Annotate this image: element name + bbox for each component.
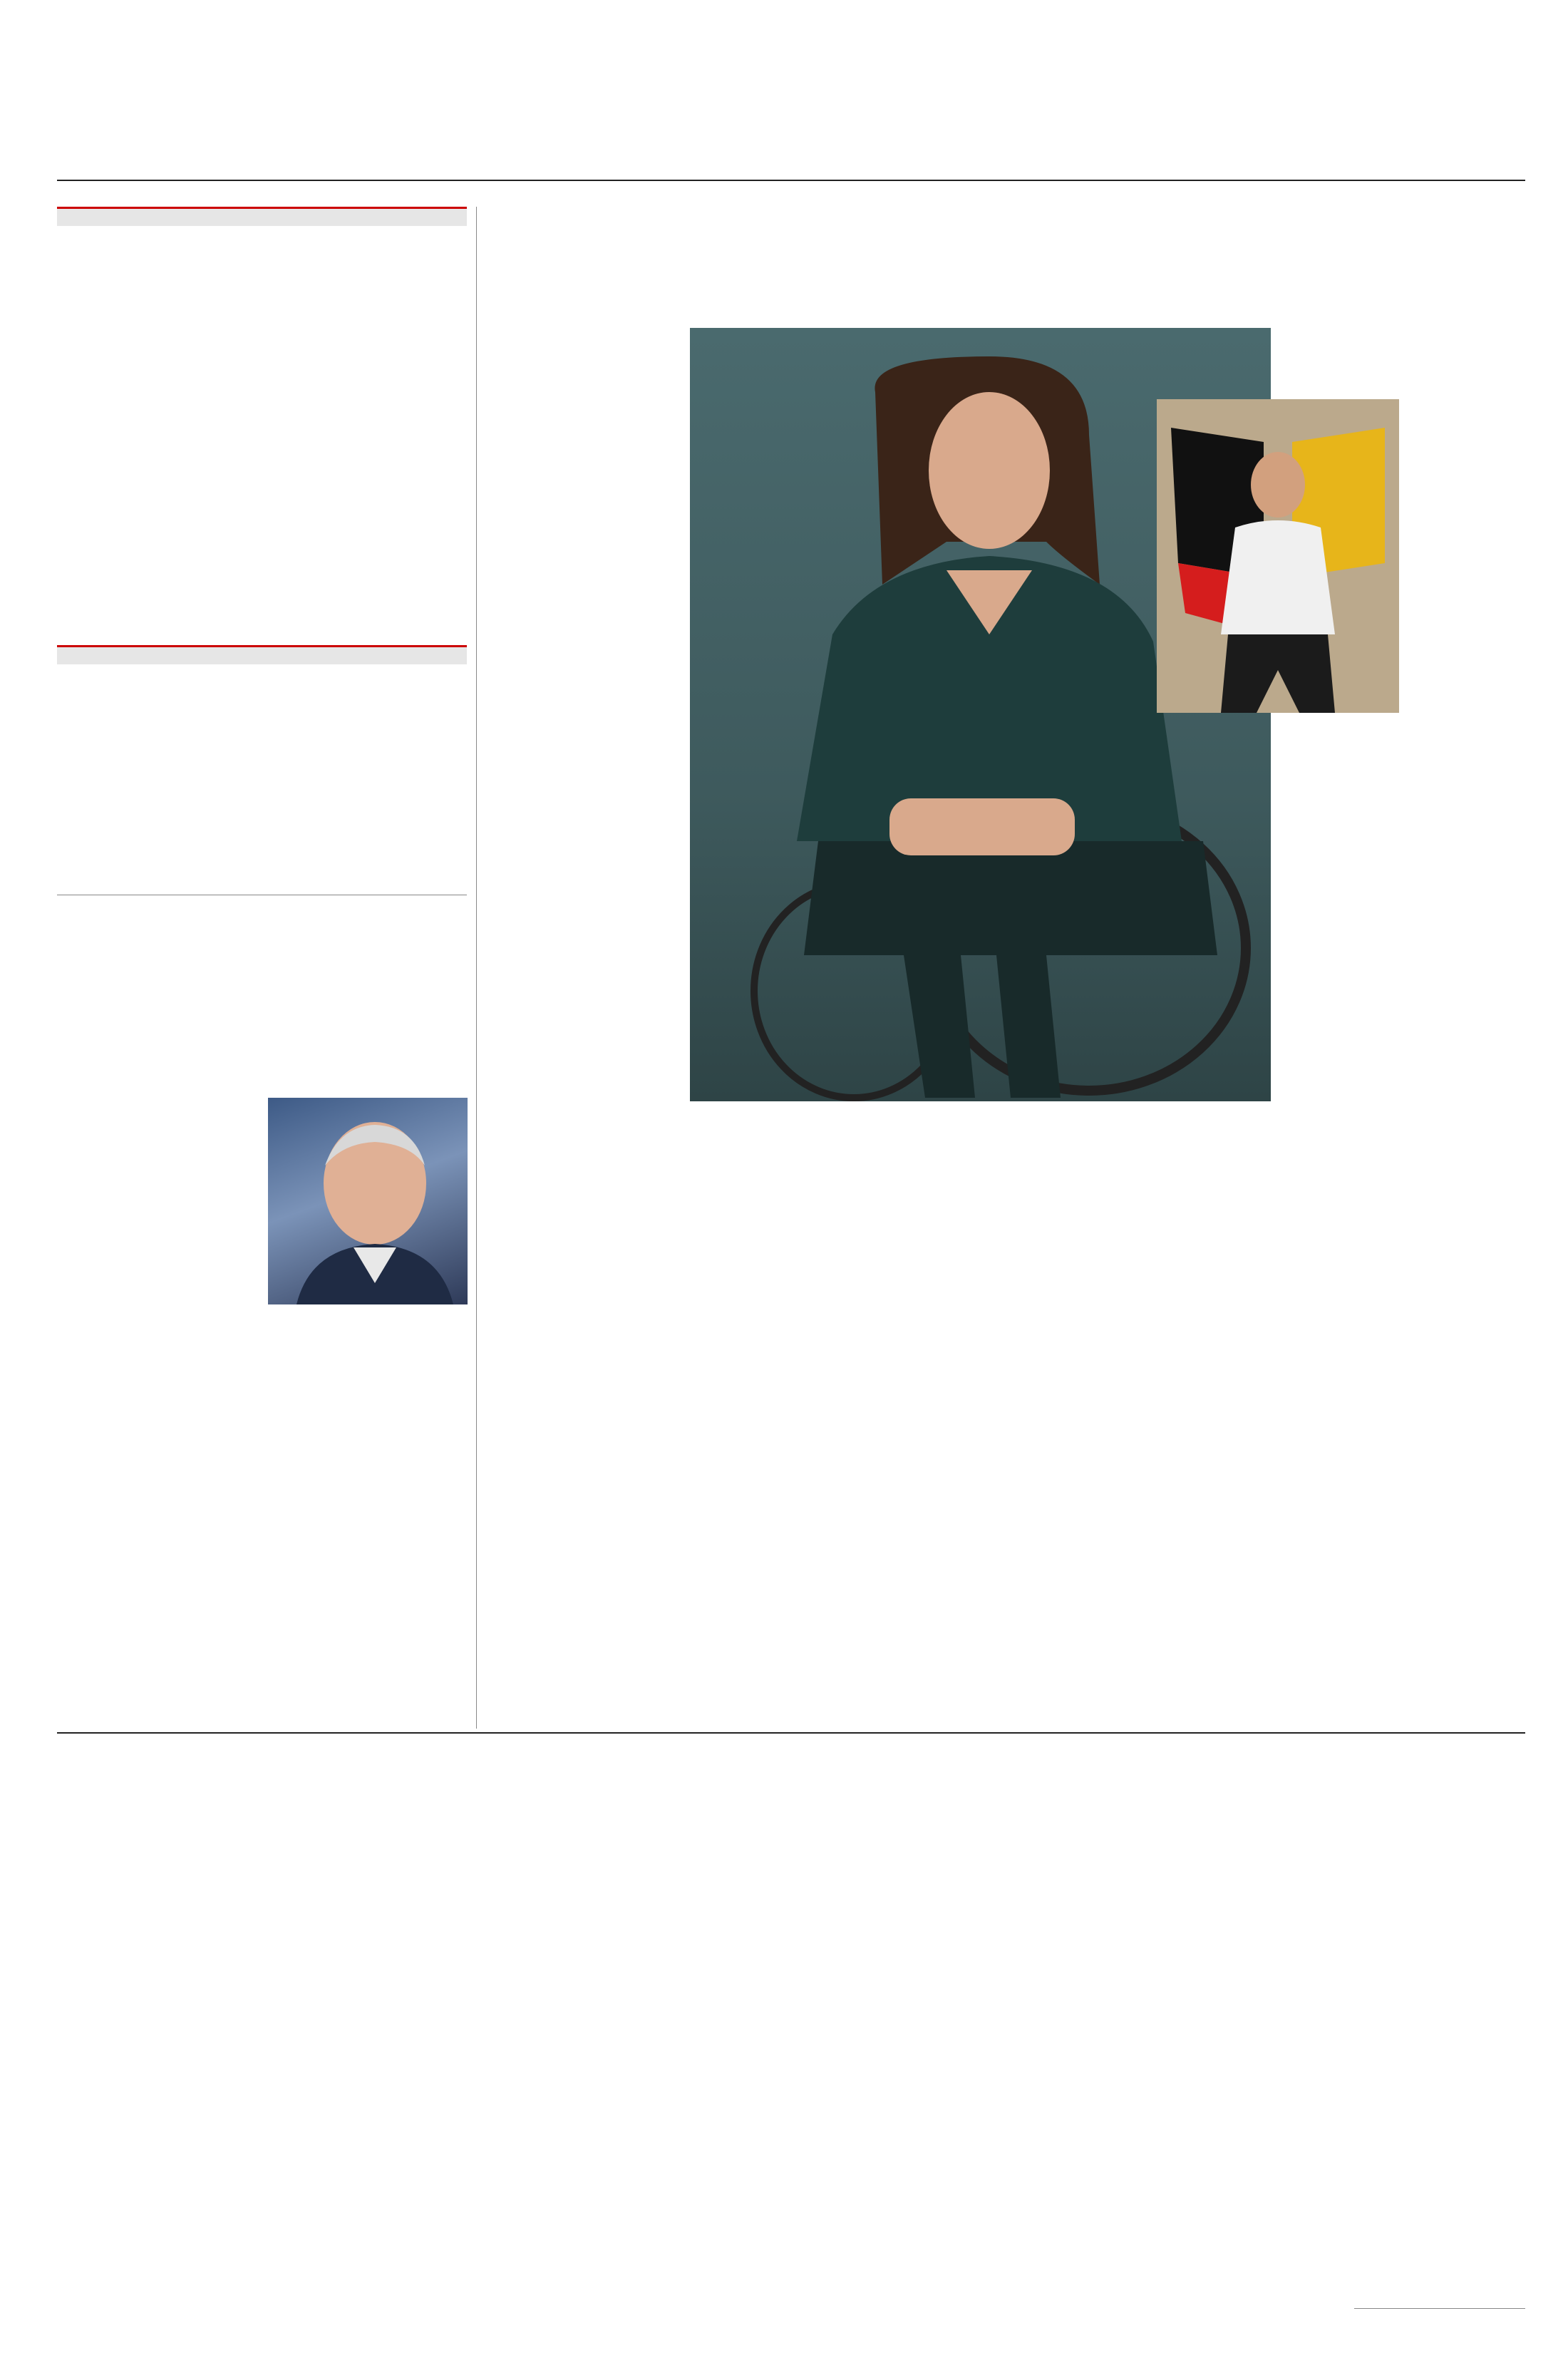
portrait-illustration [268, 1098, 468, 1304]
tv-footer [1354, 2308, 1525, 2312]
gesehen-box [57, 207, 467, 475]
egner-col2 [268, 1372, 469, 1718]
gesehen-rubric [57, 207, 467, 226]
masthead-rule [57, 180, 1525, 181]
vogel-col2 [690, 1169, 874, 1718]
cyclist-illustration [1157, 399, 1399, 713]
vogel-col4 [1083, 1169, 1270, 1718]
tv-rule [57, 1732, 1525, 1734]
gesehen-body [57, 242, 467, 495]
egner-article [57, 916, 467, 926]
nachrichten-box [57, 645, 467, 787]
column-divider [476, 207, 477, 1729]
egner-photo [268, 1098, 468, 1304]
nachrichten-rubric [57, 645, 467, 664]
vogel-col-right [1278, 683, 1525, 1716]
vogel-col1 [485, 923, 681, 1721]
vogel-col3 [884, 1169, 1075, 1718]
vogel-inset-photo [1157, 399, 1399, 713]
nachrichten-body [57, 680, 467, 803]
egner-col1 [57, 1091, 249, 1718]
vogel-intro [485, 328, 681, 916]
